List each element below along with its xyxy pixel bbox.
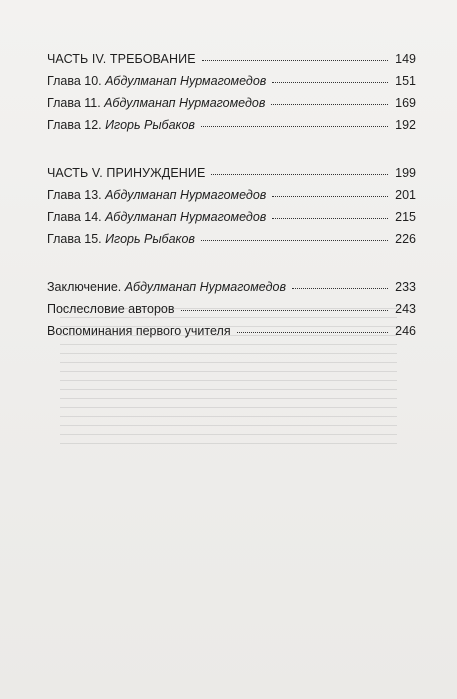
toc-entry-conclusion	[47, 276, 416, 298]
dot-leader	[292, 288, 388, 289]
toc-entry-title	[47, 70, 266, 92]
chapter-label: Глава 12.	[47, 118, 102, 132]
chapter-author: Абдулманап Нурмагомедов	[105, 74, 267, 88]
dot-leader	[271, 104, 388, 105]
ghost-line	[60, 425, 397, 426]
toc-entry-memories	[47, 320, 416, 342]
ghost-line	[60, 389, 397, 390]
conclusion-label: Заключение.	[47, 280, 122, 294]
conclusion-author: Абдулманап Нурмагомедов	[124, 280, 286, 294]
dot-leader	[272, 196, 388, 197]
toc-entry-page-number: 151	[395, 74, 416, 88]
chapter-author: Абдулманап Нурмагомедов	[105, 210, 267, 224]
chapter-label: Глава 15.	[47, 232, 102, 246]
toc-entry-page-number: 199	[395, 166, 416, 180]
dot-leader	[272, 82, 388, 83]
ghost-line	[60, 398, 397, 399]
toc-entry-page-number: 243	[395, 302, 416, 316]
dot-leader	[237, 332, 388, 333]
chapter-label: Глава 10.	[47, 74, 102, 88]
toc-entry-page-number: 246	[395, 324, 416, 338]
ghost-line	[60, 407, 397, 408]
toc-section-part-iv	[47, 48, 416, 136]
toc-entry-part-v	[47, 162, 416, 184]
toc-entry-chapter-15	[47, 228, 416, 250]
chapter-author: Игорь Рыбаков	[105, 232, 195, 246]
toc-entry-chapter-12	[47, 114, 416, 136]
dot-leader	[201, 240, 388, 241]
toc-entry-title: ЧАСТЬ V. ПРИНУЖДЕНИЕ	[47, 166, 206, 180]
toc-section-part-v	[47, 162, 416, 250]
chapter-label: Глава 11.	[47, 96, 101, 110]
toc-entry-title	[47, 92, 265, 114]
ghost-line	[60, 416, 397, 417]
toc-entry-title: Воспоминания первого учителя	[47, 324, 231, 338]
toc-entry-title: ЧАСТЬ IV. ТРЕБОВАНИЕ	[47, 52, 196, 66]
toc-entry-title	[47, 184, 266, 206]
chapter-label: Глава 13.	[47, 188, 102, 202]
dot-leader	[272, 218, 388, 219]
toc-entry-page-number: 149	[395, 52, 416, 66]
chapter-author: Абдулманап Нурмагомедов	[105, 188, 267, 202]
toc-entry-chapter-13	[47, 184, 416, 206]
ghost-line	[60, 443, 397, 444]
dot-leader	[211, 174, 388, 175]
toc-entry-page-number: 169	[395, 96, 416, 110]
table-of-contents	[47, 48, 416, 368]
toc-entry-chapter-10	[47, 70, 416, 92]
toc-entry-title	[47, 276, 286, 298]
ghost-line	[60, 380, 397, 381]
toc-entry-title	[47, 114, 195, 136]
toc-entry-page-number: 201	[395, 188, 416, 202]
dot-leader	[181, 310, 388, 311]
chapter-label: Глава 14.	[47, 210, 102, 224]
ghost-line	[60, 434, 397, 435]
toc-entry-chapter-14	[47, 206, 416, 228]
dot-leader	[201, 126, 388, 127]
toc-entry-part-iv	[47, 48, 416, 70]
toc-entry-afterword	[47, 298, 416, 320]
ghost-line	[60, 371, 397, 372]
toc-entry-chapter-11	[47, 92, 416, 114]
toc-entry-title	[47, 206, 266, 228]
chapter-author: Игорь Рыбаков	[105, 118, 195, 132]
toc-entry-page-number: 226	[395, 232, 416, 246]
chapter-author: Абдулманап Нурмагомедов	[104, 96, 266, 110]
toc-entry-page-number: 215	[395, 210, 416, 224]
toc-entry-title: Послесловие авторов	[47, 302, 175, 316]
toc-entry-page-number: 192	[395, 118, 416, 132]
toc-section-endings	[47, 276, 416, 342]
toc-entry-page-number: 233	[395, 280, 416, 294]
dot-leader	[202, 60, 388, 61]
toc-entry-title	[47, 228, 195, 250]
